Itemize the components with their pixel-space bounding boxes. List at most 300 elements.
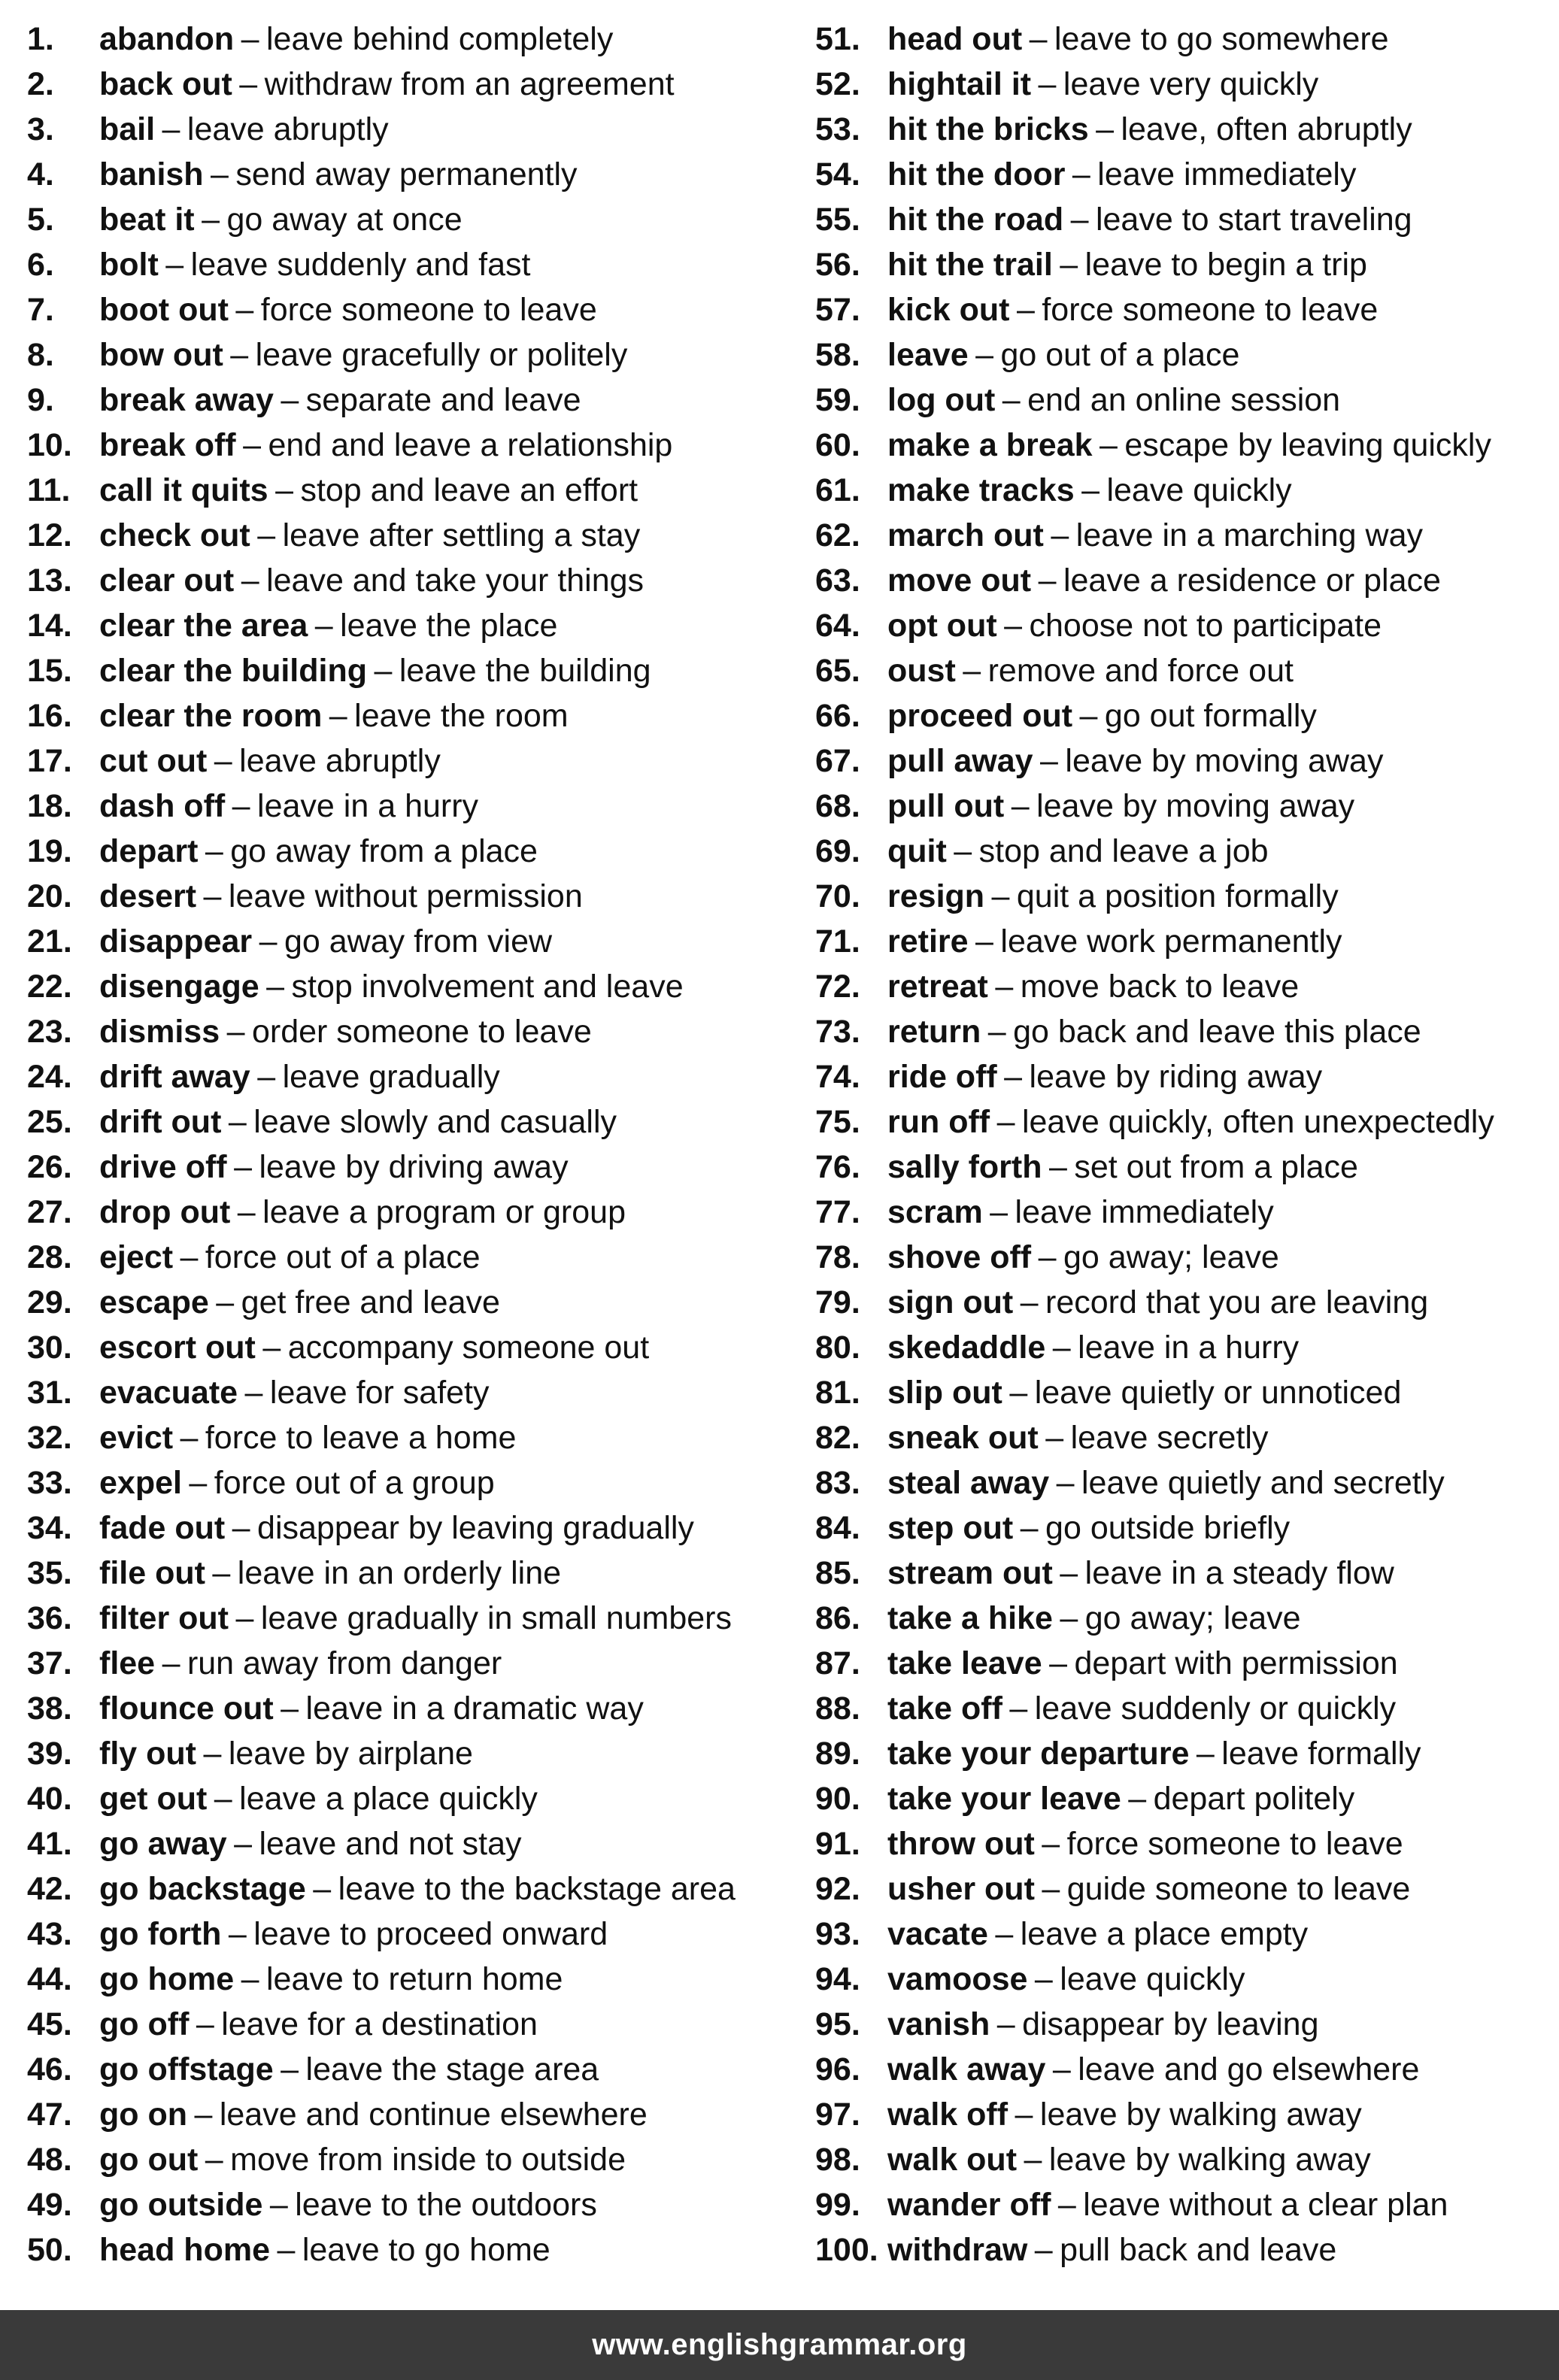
item-separator: – <box>244 1375 263 1411</box>
list-item <box>815 1235 1559 1280</box>
item-number: 93. <box>815 1916 860 1952</box>
item-definition: leave formally <box>1221 1736 1421 1772</box>
item-definition: leave secretly <box>1070 1420 1269 1456</box>
item-number: 68. <box>815 788 860 824</box>
item-term: march out <box>887 517 1044 553</box>
item-number: 94. <box>815 1961 860 1997</box>
item-term: take a hike <box>887 1600 1053 1636</box>
item-number: 21. <box>27 923 72 960</box>
item-definition: get free and leave <box>241 1284 500 1320</box>
item-term: oust <box>887 653 956 689</box>
item-definition: leave in an orderly line <box>237 1555 562 1591</box>
list-item <box>815 1325 1559 1370</box>
item-number: 91. <box>815 1826 860 1862</box>
item-separator: – <box>995 1916 1014 1952</box>
item-number: 90. <box>815 1781 860 1817</box>
item-number: 48. <box>27 2142 72 2178</box>
item-separator: – <box>975 923 993 960</box>
item-number: 28. <box>27 1239 72 1275</box>
item-separator: – <box>1052 1329 1071 1366</box>
list-item <box>27 1505 794 1551</box>
item-term: resign <box>887 878 985 914</box>
item-term: retreat <box>887 969 988 1005</box>
list-item <box>815 377 1559 423</box>
list-item <box>27 1099 794 1145</box>
item-definition: leave abruptly <box>239 743 441 779</box>
item-separator: – <box>1060 1555 1078 1591</box>
item-definition: disappear by leaving gradually <box>257 1510 694 1546</box>
item-separator: – <box>1020 1510 1039 1546</box>
list-item <box>27 423 794 468</box>
list-item <box>815 423 1559 468</box>
item-separator: – <box>374 653 393 689</box>
item-definition: leave abruptly <box>187 111 389 147</box>
item-separator: – <box>228 1916 247 1952</box>
list-item <box>815 1460 1559 1505</box>
item-separator: – <box>991 878 1010 914</box>
item-definition: leave behind completely <box>266 21 614 57</box>
item-term: sneak out <box>887 1420 1039 1456</box>
item-definition: leave quickly <box>1106 472 1292 508</box>
item-definition: leave gracefully or politely <box>255 337 628 373</box>
item-number: 40. <box>27 1781 72 1817</box>
item-definition: leave to the outdoors <box>295 2187 597 2223</box>
item-term: fly out <box>99 1736 196 1772</box>
item-separator: – <box>1128 1781 1147 1817</box>
item-separator: – <box>203 878 222 914</box>
list-item <box>27 287 794 332</box>
item-number: 2. <box>27 66 54 102</box>
item-separator: – <box>180 1239 199 1275</box>
item-separator: – <box>196 2006 214 2042</box>
item-separator: – <box>235 292 254 328</box>
item-number: 42. <box>27 1871 72 1907</box>
item-number: 53. <box>815 111 860 147</box>
item-number: 26. <box>27 1149 72 1185</box>
list-item <box>27 2227 794 2272</box>
item-definition: stop involvement and leave <box>291 969 684 1005</box>
item-separator: – <box>232 1510 250 1546</box>
list-item <box>815 964 1559 1009</box>
item-separator: – <box>239 66 258 102</box>
item-number: 55. <box>815 202 860 238</box>
item-term: file out <box>99 1555 205 1591</box>
list-item <box>815 1776 1559 1821</box>
item-term: hit the door <box>887 156 1066 193</box>
item-definition: leave to start traveling <box>1095 202 1412 238</box>
item-term: drop out <box>99 1194 231 1230</box>
item-separator: – <box>975 337 993 373</box>
item-separator: – <box>216 1284 235 1320</box>
item-number: 92. <box>815 1871 860 1907</box>
list-item <box>27 784 794 829</box>
item-definition: force someone to leave <box>260 292 597 328</box>
item-number: 69. <box>815 833 860 869</box>
item-number: 84. <box>815 1510 860 1546</box>
list-item <box>815 1551 1559 1596</box>
item-term: bow out <box>99 337 223 373</box>
list-item <box>815 603 1559 648</box>
item-separator: – <box>235 1600 254 1636</box>
item-separator: – <box>1038 66 1057 102</box>
list-item <box>815 1505 1559 1551</box>
item-number: 54. <box>815 156 860 193</box>
item-definition: stop and leave a job <box>978 833 1269 869</box>
item-number: 88. <box>815 1690 860 1727</box>
list-item <box>27 2047 794 2092</box>
item-separator: – <box>1038 562 1057 599</box>
item-separator: – <box>996 2006 1015 2042</box>
item-term: sign out <box>887 1284 1014 1320</box>
item-number: 8. <box>27 337 54 373</box>
item-separator: – <box>1042 1871 1060 1907</box>
item-number: 98. <box>815 2142 860 2178</box>
item-definition: move back to leave <box>1020 969 1300 1005</box>
list-item <box>27 1912 794 1957</box>
item-number: 57. <box>815 292 860 328</box>
item-definition: leave after settling a stay <box>282 517 641 553</box>
item-term: take leave <box>887 1645 1042 1681</box>
item-separator: – <box>1057 2187 1076 2223</box>
item-term: boot out <box>99 292 229 328</box>
item-term: quit <box>887 833 947 869</box>
item-number: 39. <box>27 1736 72 1772</box>
item-definition: order someone to leave <box>251 1014 592 1050</box>
item-term: call it quits <box>99 472 268 508</box>
list-item <box>815 738 1559 784</box>
item-number: 19. <box>27 833 72 869</box>
item-definition: leave by moving away <box>1036 788 1355 824</box>
item-definition: leave to return home <box>266 1961 563 1997</box>
item-definition: leave by walking away <box>1048 2142 1371 2178</box>
item-term: banish <box>99 156 204 193</box>
item-separator: – <box>987 1014 1006 1050</box>
list-item <box>27 558 794 603</box>
list-item <box>27 693 794 738</box>
item-term: flounce out <box>99 1690 274 1727</box>
item-number: 76. <box>815 1149 860 1185</box>
list-item <box>815 242 1559 287</box>
item-term: shove off <box>887 1239 1032 1275</box>
item-number: 56. <box>815 247 860 283</box>
list-item <box>815 829 1559 874</box>
item-number: 4. <box>27 156 54 193</box>
item-definition: leave in a steady flow <box>1084 1555 1394 1591</box>
list-item <box>27 1686 794 1731</box>
list-item <box>27 2092 794 2137</box>
item-definition: accompany someone out <box>287 1329 650 1366</box>
item-term: bolt <box>99 247 159 283</box>
list-item <box>27 1235 794 1280</box>
item-separator: – <box>963 653 981 689</box>
item-number: 22. <box>27 969 72 1005</box>
item-number: 37. <box>27 1645 72 1681</box>
list-item <box>27 1776 794 1821</box>
item-definition: go out of a place <box>1000 337 1240 373</box>
list-item <box>27 2182 794 2227</box>
item-separator: – <box>257 517 276 553</box>
item-separator: – <box>314 608 333 644</box>
list-item <box>815 784 1559 829</box>
item-number: 43. <box>27 1916 72 1952</box>
item-number: 73. <box>815 1014 860 1050</box>
item-definition: leave a place quickly <box>239 1781 538 1817</box>
item-separator: – <box>1099 427 1118 463</box>
item-separator: – <box>203 1736 222 1772</box>
item-separator: – <box>259 923 278 960</box>
item-separator: – <box>1045 1420 1064 1456</box>
item-term: hit the bricks <box>887 111 1089 147</box>
list-item <box>815 1145 1559 1190</box>
item-number: 6. <box>27 247 54 283</box>
item-number: 44. <box>27 1961 72 1997</box>
item-number: 85. <box>815 1555 860 1591</box>
item-term: dismiss <box>99 1014 220 1050</box>
item-definition: depart politely <box>1153 1781 1355 1817</box>
list-item <box>27 1145 794 1190</box>
item-number: 33. <box>27 1465 72 1501</box>
item-separator: – <box>995 969 1014 1005</box>
item-separator: – <box>1060 1600 1078 1636</box>
item-definition: go away; leave <box>1084 1600 1301 1636</box>
item-definition: leave by airplane <box>228 1736 473 1772</box>
item-term: go backstage <box>99 1871 306 1907</box>
word-list-column-right <box>815 17 1559 2272</box>
item-term: go outside <box>99 2187 263 2223</box>
item-number: 83. <box>815 1465 860 1501</box>
item-number: 29. <box>27 1284 72 1320</box>
item-term: check out <box>99 517 250 553</box>
list-item <box>815 2092 1559 2137</box>
item-term: hit the road <box>887 202 1064 238</box>
item-separator: – <box>214 743 232 779</box>
item-number: 3. <box>27 111 54 147</box>
item-term: move out <box>887 562 1032 599</box>
item-separator: – <box>277 2232 296 2268</box>
item-number: 59. <box>815 382 860 418</box>
item-term: ride off <box>887 1059 997 1095</box>
item-term: go away <box>99 1826 227 1862</box>
item-term: drift out <box>99 1104 222 1140</box>
item-separator: – <box>281 1690 299 1727</box>
list-item <box>27 603 794 648</box>
item-definition: leave to go home <box>302 2232 551 2268</box>
item-term: clear the building <box>99 653 367 689</box>
item-definition: leave to begin a trip <box>1084 247 1367 283</box>
item-term: break away <box>99 382 274 418</box>
item-separator: – <box>990 1194 1008 1230</box>
list-item <box>27 1866 794 1912</box>
item-definition: leave work permanently <box>1000 923 1342 960</box>
item-definition: disappear by leaving <box>1022 2006 1319 2042</box>
item-definition: separate and leave <box>305 382 581 418</box>
item-definition: escape by leaving quickly <box>1124 427 1491 463</box>
item-number: 63. <box>815 562 860 599</box>
item-term: cut out <box>99 743 208 779</box>
item-definition: leave the room <box>354 698 569 734</box>
item-term: clear the area <box>99 608 308 644</box>
item-term: get out <box>99 1781 208 1817</box>
item-number: 71. <box>815 923 860 960</box>
item-definition: depart with permission <box>1074 1645 1398 1681</box>
item-separator: – <box>1038 1239 1057 1275</box>
list-item <box>27 1957 794 2002</box>
item-term: make a break <box>887 427 1093 463</box>
item-definition: go away from view <box>284 923 553 960</box>
item-number: 9. <box>27 382 54 418</box>
item-definition: leave to the backstage area <box>338 1871 736 1907</box>
item-number: 15. <box>27 653 72 689</box>
item-definition: record that you are leaving <box>1045 1284 1429 1320</box>
item-separator: – <box>162 1645 180 1681</box>
item-number: 100. <box>815 2232 878 2268</box>
list-item <box>27 17 794 62</box>
item-term: vacate <box>887 1916 988 1952</box>
item-separator: – <box>205 2142 223 2178</box>
item-number: 18. <box>27 788 72 824</box>
list-item <box>815 1686 1559 1731</box>
footer-url[interactable]: www.englishgrammar.org <box>592 2328 967 2361</box>
item-term: walk away <box>887 2051 1046 2087</box>
list-item <box>27 2002 794 2047</box>
item-separator: – <box>165 247 184 283</box>
item-number: 78. <box>815 1239 860 1275</box>
item-term: take your departure <box>887 1736 1190 1772</box>
item-definition: leave suddenly and fast <box>190 247 531 283</box>
item-definition: go away from a place <box>230 833 538 869</box>
item-separator: – <box>202 202 220 238</box>
item-definition: leave by moving away <box>1065 743 1384 779</box>
item-term: drift away <box>99 1059 250 1095</box>
list-item <box>27 2137 794 2182</box>
item-term: log out <box>887 382 996 418</box>
item-number: 86. <box>815 1600 860 1636</box>
item-term: escape <box>99 1284 209 1320</box>
item-separator: – <box>313 1871 332 1907</box>
item-term: return <box>887 1014 981 1050</box>
item-separator: – <box>1034 1961 1053 1997</box>
item-definition: leave in a hurry <box>257 788 479 824</box>
item-number: 23. <box>27 1014 72 1050</box>
item-number: 99. <box>815 2187 860 2223</box>
item-term: escort out <box>99 1329 256 1366</box>
item-definition: force out of a place <box>205 1239 481 1275</box>
item-definition: leave suddenly or quickly <box>1034 1690 1397 1727</box>
list-item <box>27 919 794 964</box>
item-number: 61. <box>815 472 860 508</box>
item-number: 27. <box>27 1194 72 1230</box>
item-separator: – <box>232 788 250 824</box>
item-definition: leave for a destination <box>221 2006 538 2042</box>
item-number: 67. <box>815 743 860 779</box>
item-number: 16. <box>27 698 72 734</box>
list-item <box>815 287 1559 332</box>
list-item <box>27 1054 794 1099</box>
item-term: pull out <box>887 788 1005 824</box>
item-term: pull away <box>887 743 1033 779</box>
item-number: 87. <box>815 1645 860 1681</box>
list-item <box>815 1821 1559 1866</box>
item-number: 52. <box>815 66 860 102</box>
item-separator: – <box>1020 1284 1039 1320</box>
item-number: 82. <box>815 1420 860 1456</box>
list-item <box>815 693 1559 738</box>
item-definition: leave in a hurry <box>1078 1329 1300 1366</box>
item-number: 24. <box>27 1059 72 1095</box>
item-definition: leave gradually in small numbers <box>260 1600 732 1636</box>
item-separator: – <box>1072 156 1090 193</box>
item-separator: – <box>205 833 223 869</box>
item-term: run off <box>887 1104 990 1140</box>
list-item <box>815 558 1559 603</box>
item-definition: leave without a clear plan <box>1083 2187 1448 2223</box>
item-number: 74. <box>815 1059 860 1095</box>
item-term: beat it <box>99 202 195 238</box>
item-definition: go out formally <box>1104 698 1317 734</box>
item-definition: leave a place empty <box>1020 1916 1309 1952</box>
item-number: 36. <box>27 1600 72 1636</box>
item-separator: – <box>1004 608 1023 644</box>
item-term: step out <box>887 1510 1014 1546</box>
item-separator: – <box>1040 743 1058 779</box>
list-item <box>815 152 1559 197</box>
list-item <box>815 1731 1559 1776</box>
item-separator: – <box>996 1104 1015 1140</box>
list-item <box>27 1641 794 1686</box>
item-term: clear out <box>99 562 235 599</box>
item-term: stream out <box>887 1555 1053 1591</box>
list-item <box>27 1460 794 1505</box>
item-number: 81. <box>815 1375 860 1411</box>
item-term: make tracks <box>887 472 1075 508</box>
item-term: steal away <box>887 1465 1050 1501</box>
item-term: take off <box>887 1690 1002 1727</box>
list-item <box>815 1009 1559 1054</box>
item-separator: – <box>1024 2142 1042 2178</box>
item-number: 35. <box>27 1555 72 1591</box>
item-separator: – <box>1016 292 1035 328</box>
list-item <box>815 2002 1559 2047</box>
item-definition: leave, often abruptly <box>1121 111 1412 147</box>
item-number: 65. <box>815 653 860 689</box>
item-definition: leave and continue elsewhere <box>219 2097 648 2133</box>
item-definition: leave quietly or unnoticed <box>1034 1375 1402 1411</box>
item-definition: leave quickly, often unexpectedly <box>1021 1104 1494 1140</box>
item-number: 34. <box>27 1510 72 1546</box>
item-term: retire <box>887 923 969 960</box>
item-separator: – <box>189 1465 208 1501</box>
item-separator: – <box>275 472 293 508</box>
item-definition: leave and not stay <box>259 1826 522 1862</box>
item-separator: – <box>241 562 259 599</box>
list-item <box>27 874 794 919</box>
item-definition: move from inside to outside <box>230 2142 626 2178</box>
item-separator: – <box>237 1194 256 1230</box>
list-item <box>815 1641 1559 1686</box>
item-term: flee <box>99 1645 156 1681</box>
item-term: clear the room <box>99 698 323 734</box>
item-term: skedaddle <box>887 1329 1046 1366</box>
item-separator: – <box>281 382 299 418</box>
item-definition: leave and take your things <box>266 562 645 599</box>
item-separator: – <box>262 1329 281 1366</box>
list-item <box>27 1596 794 1641</box>
item-definition: leave a residence or place <box>1063 562 1441 599</box>
list-item <box>27 829 794 874</box>
list-item <box>815 2182 1559 2227</box>
list-item <box>815 1280 1559 1325</box>
item-definition: leave in a marching way <box>1075 517 1423 553</box>
